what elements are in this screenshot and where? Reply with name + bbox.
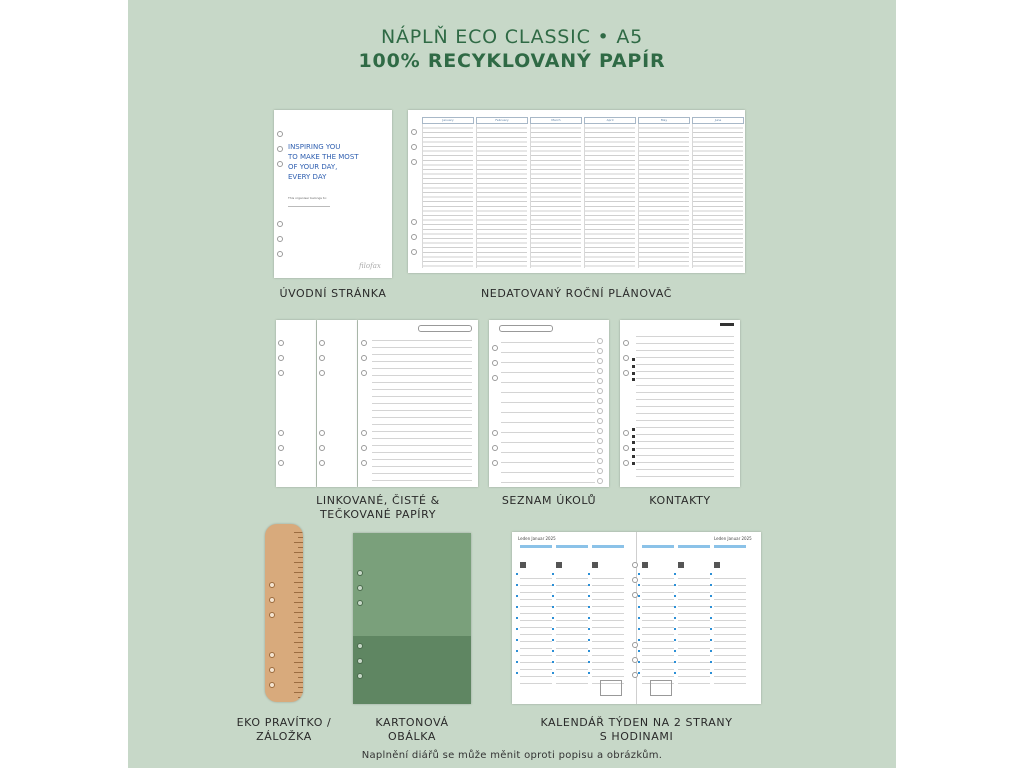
header-tab — [499, 325, 553, 332]
todo-line — [501, 342, 595, 343]
binder-hole — [632, 562, 638, 568]
diary-hour-mark — [516, 595, 518, 597]
todo-line — [501, 432, 595, 433]
binder-hole — [623, 355, 629, 361]
binder-hole — [492, 375, 498, 381]
diary-hour-lines — [520, 572, 552, 690]
binder-hole — [319, 340, 325, 346]
ruler-tick — [298, 637, 303, 638]
ruler-tick — [294, 692, 303, 693]
binder-hole — [632, 642, 638, 648]
binder-hole — [269, 597, 275, 603]
contact-field-mark — [632, 372, 635, 375]
ruler-tick — [294, 572, 303, 573]
todo-line — [501, 372, 595, 373]
planner-month-header: January — [422, 117, 474, 124]
ruler-tick — [298, 597, 303, 598]
diary-hour-mark — [588, 573, 590, 575]
binder-hole — [278, 370, 284, 376]
diary-hour-mark — [638, 573, 640, 575]
quote-line: TO MAKE THE MOST — [288, 153, 359, 161]
binder-hole — [632, 577, 638, 583]
binder-hole — [361, 445, 367, 451]
todo-line — [501, 472, 595, 473]
ruler-tick — [294, 632, 303, 633]
ruler-tick — [298, 567, 303, 568]
diary-hour-mark — [588, 617, 590, 619]
planner-month-header: June — [692, 117, 744, 124]
contact-field-mark — [632, 441, 635, 444]
diary-hour-mark — [638, 672, 640, 674]
binder-hole — [492, 445, 498, 451]
diary-hour-mark — [674, 606, 676, 608]
checkbox-circle — [597, 398, 603, 404]
caption-todo: SEZNAM ÚKOLŮ — [501, 494, 597, 507]
contact-field-mark — [632, 378, 635, 381]
ruler-tick — [294, 582, 303, 583]
diary-hour-mark — [710, 573, 712, 575]
ruler-tick — [298, 617, 303, 618]
diary-hour-mark — [552, 595, 554, 597]
checkbox-circle — [597, 378, 603, 384]
planner-month-lines — [476, 124, 527, 268]
plain-paper-image — [276, 320, 316, 487]
diary-qr-mark — [642, 562, 648, 568]
todo-page-image — [489, 320, 609, 487]
page-subtitle: 100% RECYKLOVANÝ PAPÍR — [358, 50, 666, 72]
diary-hour-mark — [638, 606, 640, 608]
binder-hole — [277, 236, 283, 242]
binder-hole — [411, 129, 417, 135]
diary-day-header — [642, 545, 674, 548]
binder-hole — [623, 340, 629, 346]
diary-hour-mark — [552, 573, 554, 575]
ruler-tick — [298, 587, 303, 588]
diary-hour-mark — [710, 661, 712, 663]
contacts-page-image — [620, 320, 740, 487]
contact-field-mark — [632, 435, 635, 438]
diary-title-left: Leden Januar 2025 — [518, 536, 556, 541]
caption-contacts: KONTAKTY — [649, 494, 711, 507]
binder-hole — [623, 370, 629, 376]
binder-hole — [411, 144, 417, 150]
ruler-tick — [298, 627, 303, 628]
caption-ruler — [228, 716, 340, 744]
diary-hour-mark — [674, 639, 676, 641]
checkbox-circle — [597, 358, 603, 364]
caption-intro: ÚVODNÍ STRÁNKA — [279, 287, 387, 300]
diary-hour-mark — [516, 628, 518, 630]
diary-hour-mark — [638, 617, 640, 619]
caption-weekly — [512, 716, 761, 744]
binder-hole — [411, 249, 417, 255]
intro-quote — [288, 142, 359, 182]
ruled-lines — [636, 330, 734, 482]
ruler-tick — [294, 612, 303, 613]
ruler-tick — [294, 672, 303, 673]
checkbox-circle — [597, 468, 603, 474]
todo-line — [501, 442, 595, 443]
diary-day-header — [556, 545, 588, 548]
diary-hour-mark — [638, 650, 640, 652]
todo-line — [501, 452, 595, 453]
diary-hour-mark — [674, 595, 676, 597]
ruler-tick — [298, 657, 303, 658]
ruler-tick — [294, 552, 303, 553]
binder-hole — [623, 460, 629, 466]
product-panel — [128, 0, 896, 768]
binder-hole — [632, 592, 638, 598]
todo-line — [501, 392, 595, 393]
ruler-tick — [294, 532, 303, 533]
diary-hour-mark — [552, 584, 554, 586]
binder-hole — [319, 355, 325, 361]
diary-hour-lines — [714, 572, 746, 690]
checkbox-circle — [597, 338, 603, 344]
diary-hour-mark — [552, 628, 554, 630]
ruler-tick — [294, 662, 303, 663]
binder-hole — [357, 600, 363, 606]
diary-day-header — [714, 545, 746, 548]
binder-hole — [277, 131, 283, 137]
diary-day-header — [520, 545, 552, 548]
contact-field-mark — [632, 462, 635, 465]
caption-papers — [298, 494, 458, 522]
checkbox-circle — [597, 438, 603, 444]
diary-hour-mark — [674, 584, 676, 586]
caption-weekly-line1: KALENDÁŘ TÝDEN NA 2 STRANY — [540, 716, 733, 729]
binder-hole — [319, 445, 325, 451]
diary-hour-mark — [516, 650, 518, 652]
todo-line — [501, 362, 595, 363]
footnote: Naplnění diářů se může měnit oproti popisu a obrázkům. — [361, 750, 663, 761]
diary-hour-mark — [516, 639, 518, 641]
binder-hole — [278, 355, 284, 361]
todo-line — [501, 352, 595, 353]
ruler-tick — [298, 607, 303, 608]
signature-line — [288, 206, 330, 207]
ruler-tick — [294, 652, 303, 653]
diary-hour-mark — [638, 595, 640, 597]
diary-hour-mark — [710, 584, 712, 586]
planner-month-header: May — [638, 117, 690, 124]
intro-page-image — [274, 110, 392, 278]
diary-qr-mark — [520, 562, 526, 568]
diary-hour-mark — [710, 650, 712, 652]
binder-hole — [492, 345, 498, 351]
ruler-bookmark-image — [265, 524, 303, 702]
planner-month-lines — [422, 124, 473, 268]
diary-hour-mark — [516, 672, 518, 674]
binder-hole — [269, 667, 275, 673]
contact-field-mark — [632, 448, 635, 451]
checkbox-circle — [597, 348, 603, 354]
ruler-tick — [298, 557, 303, 558]
diary-day-header — [678, 545, 710, 548]
caption-yearly: NEDATOVANÝ ROČNÍ PLÁNOVAČ — [480, 287, 673, 300]
quote-line: OF YOUR DAY, — [288, 163, 338, 171]
quote-line: EVERY DAY — [288, 173, 327, 181]
diary-hour-mark — [516, 606, 518, 608]
diary-hour-mark — [710, 617, 712, 619]
planner-month-header: March — [530, 117, 582, 124]
ruler-tick — [294, 682, 303, 683]
diary-hour-lines — [556, 572, 588, 690]
page-fold — [636, 532, 637, 704]
diary-hour-mark — [674, 573, 676, 575]
diary-hour-mark — [710, 595, 712, 597]
diary-hour-mark — [552, 606, 554, 608]
planner-month-header: April — [584, 117, 636, 124]
ruler-tick — [298, 647, 303, 648]
diary-hour-mark — [674, 628, 676, 630]
binder-hole — [357, 673, 363, 679]
caption-cover-line2: OBÁLKA — [387, 730, 436, 743]
diary-hour-mark — [674, 672, 676, 674]
ruler-tick — [298, 667, 303, 668]
binder-hole — [319, 370, 325, 376]
binder-hole — [269, 612, 275, 618]
diary-hour-mark — [674, 650, 676, 652]
contact-field-mark — [632, 365, 635, 368]
caption-cover-line1: KARTONOVÁ — [375, 716, 449, 729]
quote-line: INSPIRING YOU — [288, 143, 341, 151]
diary-hour-mark — [588, 595, 590, 597]
diary-hour-mark — [638, 661, 640, 663]
checkbox-circle — [597, 478, 603, 484]
binder-hole — [269, 652, 275, 658]
ruler-tick — [298, 537, 303, 538]
diary-hour-mark — [710, 672, 712, 674]
checkbox-circle — [597, 418, 603, 424]
header-tab — [418, 325, 472, 332]
binder-hole — [278, 430, 284, 436]
diary-hour-mark — [588, 628, 590, 630]
binder-hole — [411, 159, 417, 165]
diary-hour-mark — [638, 628, 640, 630]
binder-hole — [277, 146, 283, 152]
caption-ruler-line1: EKO PRAVÍTKO / — [236, 716, 332, 729]
ruler-tick — [294, 642, 303, 643]
diary-hour-mark — [588, 584, 590, 586]
ruler-tick — [298, 677, 303, 678]
brand-logo: filofax — [359, 262, 381, 270]
contact-field-mark — [632, 428, 635, 431]
diary-hour-mark — [710, 606, 712, 608]
diary-qr-mark — [592, 562, 598, 568]
binder-hole — [411, 219, 417, 225]
diary-hour-mark — [588, 639, 590, 641]
checkbox-circle — [597, 388, 603, 394]
binder-hole — [319, 460, 325, 466]
diary-hour-mark — [588, 661, 590, 663]
diary-hour-mark — [588, 606, 590, 608]
diary-hour-lines — [592, 572, 624, 690]
diary-hour-mark — [638, 584, 640, 586]
ruler-tick — [294, 562, 303, 563]
diary-hour-mark — [552, 650, 554, 652]
diary-hour-mark — [638, 639, 640, 641]
index-mark — [720, 323, 734, 326]
planner-month-lines — [530, 124, 581, 268]
binder-hole — [278, 445, 284, 451]
binder-hole — [492, 360, 498, 366]
binder-hole — [492, 430, 498, 436]
todo-line — [501, 482, 595, 483]
mini-calendar — [650, 680, 672, 696]
ruler-tick — [298, 577, 303, 578]
dotted-paper-image — [317, 320, 357, 487]
binder-hole — [277, 221, 283, 227]
binder-hole — [361, 355, 367, 361]
diary-qr-mark — [556, 562, 562, 568]
diary-qr-mark — [714, 562, 720, 568]
checkbox-circle — [597, 458, 603, 464]
diary-qr-mark — [678, 562, 684, 568]
checkbox-circle — [597, 368, 603, 374]
mini-calendar — [600, 680, 622, 696]
checkbox-circle — [597, 448, 603, 454]
planner-month-lines — [638, 124, 689, 268]
diary-hour-mark — [552, 639, 554, 641]
belongs-to-label: This organiser belongs to: — [288, 196, 327, 200]
diary-hour-mark — [552, 672, 554, 674]
ruler-tick — [298, 697, 303, 698]
diary-hour-lines — [642, 572, 674, 690]
binder-hole — [361, 370, 367, 376]
ruler-tick — [294, 542, 303, 543]
binder-hole — [277, 251, 283, 257]
diary-hour-mark — [552, 617, 554, 619]
planner-month-header: February — [476, 117, 528, 124]
binder-hole — [278, 340, 284, 346]
diary-title-right: Leden Januar 2025 — [714, 536, 752, 541]
ruler-tick — [298, 687, 303, 688]
binder-hole — [623, 445, 629, 451]
diary-hour-mark — [516, 573, 518, 575]
diary-hour-mark — [710, 639, 712, 641]
ruler-tick — [294, 592, 303, 593]
caption-papers-line1: LINKOVANÉ, ČISTÉ & — [316, 494, 440, 507]
diary-hour-mark — [588, 650, 590, 652]
ruled-lines — [372, 334, 472, 482]
diary-hour-mark — [588, 672, 590, 674]
diary-hour-mark — [516, 661, 518, 663]
caption-weekly-line2: S HODINAMI — [599, 730, 674, 743]
binder-hole — [632, 672, 638, 678]
caption-papers-line2: TEČKOVANÉ PAPÍRY — [319, 508, 437, 521]
diary-hour-lines — [678, 572, 710, 690]
diary-hour-mark — [516, 617, 518, 619]
binder-hole — [357, 570, 363, 576]
binder-hole — [269, 682, 275, 688]
planner-month-lines — [692, 124, 743, 268]
yearly-planner-image — [408, 110, 745, 273]
binder-hole — [361, 340, 367, 346]
caption-ruler-line2: ZÁLOŽKA — [256, 730, 312, 743]
todo-line — [501, 402, 595, 403]
page-title: NÁPLŇ ECO CLASSIC • A5 — [380, 26, 644, 48]
ruler-tick — [298, 547, 303, 548]
ruler-tick — [294, 622, 303, 623]
binder-hole — [357, 585, 363, 591]
cardboard-cover-image — [353, 533, 471, 704]
binder-hole — [269, 582, 275, 588]
binder-hole — [357, 658, 363, 664]
binder-hole — [277, 161, 283, 167]
caption-cover — [353, 716, 471, 744]
diary-hour-mark — [710, 628, 712, 630]
checkbox-circle — [597, 408, 603, 414]
diary-hour-mark — [674, 617, 676, 619]
todo-line — [501, 422, 595, 423]
binder-hole — [361, 460, 367, 466]
binder-hole — [361, 430, 367, 436]
lined-paper-image — [358, 320, 478, 487]
ruler-tick — [294, 602, 303, 603]
planner-month-lines — [584, 124, 635, 268]
binder-hole — [319, 430, 325, 436]
diary-hour-mark — [552, 661, 554, 663]
binder-hole — [632, 657, 638, 663]
contact-field-mark — [632, 455, 635, 458]
binder-hole — [278, 460, 284, 466]
todo-line — [501, 412, 595, 413]
contact-field-mark — [632, 358, 635, 361]
weekly-diary-image — [512, 532, 761, 704]
diary-day-header — [592, 545, 624, 548]
checkbox-circle — [597, 428, 603, 434]
binder-hole — [357, 643, 363, 649]
diary-hour-mark — [674, 661, 676, 663]
todo-line — [501, 462, 595, 463]
binder-hole — [492, 460, 498, 466]
binder-hole — [411, 234, 417, 240]
diary-hour-mark — [516, 584, 518, 586]
binder-hole — [623, 430, 629, 436]
cover-pocket — [353, 636, 471, 704]
todo-line — [501, 382, 595, 383]
